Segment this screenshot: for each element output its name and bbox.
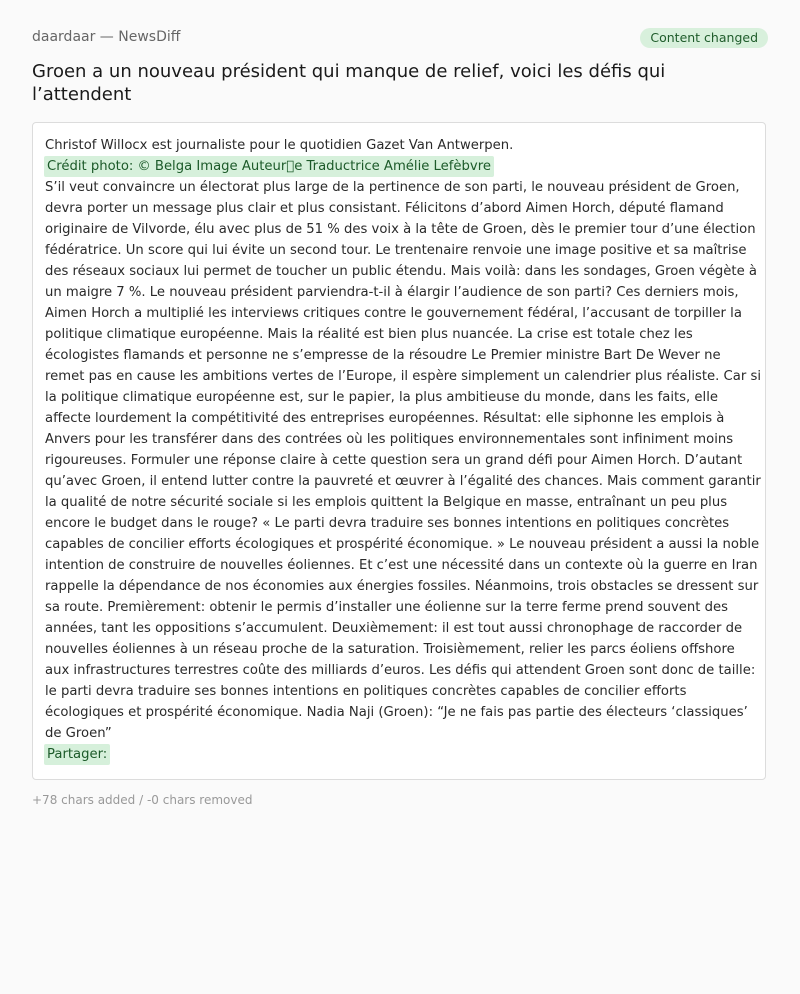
article-headline: Groen a un nouveau président qui manque de relief, voici les défis qui l’attendent bbox=[32, 61, 666, 105]
article-body-line: écologistes flamands et personne ne s’empresse de la résoudre Le Premier ministre Bart De Wever ne bbox=[45, 348, 721, 363]
article-body-line: rigoureuses. Formuler une réponse claire à cette question sera un grand défi pour Aimen Horch. D’autant bbox=[45, 453, 743, 468]
site-name[interactable]: daardaar — NewsDiff bbox=[32, 29, 181, 45]
article-body-line: années, tant les oppositions s’accumulent. Deuxièmement: il est tout aussi chronophage de raccorder de bbox=[45, 621, 743, 636]
article-body-line: politique climatique européenne. Mais la réalité est bien plus nuancée. La crise est totale chez les bbox=[45, 327, 693, 342]
article-body-line: écologiques et prospérité économique. Nadia Naji (Groen): “Je ne fais pas partie des électeurs ‘classiques’ bbox=[45, 705, 748, 720]
header bbox=[32, 0, 768, 105]
article-body-line: fédératrice. Un score qui lui évite un second tour. Le trentenaire renvoie une image positive et sa maîtrise bbox=[45, 243, 747, 258]
article-body-line: nouvelles éoliennes à un réseau proche de la saturation. Troisièmement, relier les parcs éoliens offshore bbox=[45, 642, 735, 657]
article-body-line: rappelle la dépendance de nos économies aux énergies fossiles. Néanmoins, trois obstacles se dressent sur bbox=[45, 579, 759, 594]
article-body-line: encore le budget dans le rouge? « Le parti devra traduire ses bonnes intentions en politiques concrètes bbox=[45, 516, 730, 531]
article-body-line: affecte lourdement la compétitivité des entreprises européennes. Résultat: elle siphonne les emplois à bbox=[45, 411, 725, 426]
diff-card bbox=[32, 122, 766, 780]
article-body-line: devra porter un message plus clair et plus consistant. Félicitons d’abord Aimen Horch, député flamand bbox=[45, 201, 724, 216]
article-body-line: sa route. Premièrement: obtenir le permis d’installer une éolienne sur la terre ferme prend souvent des bbox=[45, 600, 728, 615]
article-body-line: de Groen” bbox=[45, 726, 112, 741]
added-line-credit bbox=[45, 156, 753, 177]
article-body-line: Aimen Horch a multiplié les interviews critiques contre le gouvernement fédéral, l’accusant de torpiller la bbox=[45, 306, 742, 321]
article-body bbox=[45, 177, 761, 744]
article-body-line: qu’avec Groen, il entend lutter contre la pauvreté et œuvrer à l’égalité des chances. Mais comment garantir bbox=[45, 474, 761, 489]
added-text-share: Partager: bbox=[44, 744, 110, 765]
article-body-line: capables de concilier efforts écologiques et prospérité économique. » Le nouveau président a aussi la noble bbox=[45, 537, 760, 552]
article-body-line: la politique climatique européenne est, sur le papier, la plus ambitieuse du monde, dans les faits, elle bbox=[45, 390, 718, 405]
article-body-line: des réseaux sociaux lui permet de toucher un public étendu. Mais voilà: dans les sondages, Groen végète à bbox=[45, 264, 757, 279]
added-line-share bbox=[45, 744, 753, 765]
article-body-line: un maigre 7 %. Le nouveau président parviendra-t-il à élargir l’audience de son parti? Ces derniers mois, bbox=[45, 285, 739, 300]
article-body-line: S’il veut convaincre un électorat plus large de la pertinence de son parti, le nouveau président de Groen, bbox=[45, 180, 740, 195]
page bbox=[0, 0, 800, 105]
article-body-line: le parti devra traduire ses bonnes intentions en politiques concrètes capables de concilier efforts bbox=[45, 684, 687, 699]
diff-stats: +78 chars added / -0 chars removed bbox=[32, 793, 253, 807]
article-body-line: Anvers pour les transférer dans des contrées où les politiques environnementales sont infiniment moins bbox=[45, 432, 734, 447]
added-text-credit: Crédit photo: © Belga Image Auteur e Traductrice Amélie Lefèbvre bbox=[44, 156, 494, 177]
status-badge: Content changed bbox=[640, 28, 768, 48]
article-body-line: aux infrastructures terrestres coûte des milliards d’euros. Les défis qui attendent Groen sont donc de taille: bbox=[45, 663, 756, 678]
article-body-line: remet pas en cause les ambitions vertes de l’Europe, il espère simplement un calendrier plus réaliste. Car si bbox=[45, 369, 761, 384]
article-body-line: la qualité de notre sécurité sociale si les emplois quittent la Belgique en masse, entraînant un peu plus bbox=[45, 495, 728, 510]
article-body-line: intention de construire de nouvelles éoliennes. Et c’est une nécessité dans un contexte où la guerre en Iran bbox=[45, 558, 758, 573]
article-body-line: originaire de Vilvorde, élu avec plus de 51 % des voix à la tête de Groen, dès le premier tour d’une élection bbox=[45, 222, 756, 237]
article-lead: Christof Willocx est journaliste pour le quotidien Gazet Van Antwerpen. bbox=[45, 138, 514, 153]
